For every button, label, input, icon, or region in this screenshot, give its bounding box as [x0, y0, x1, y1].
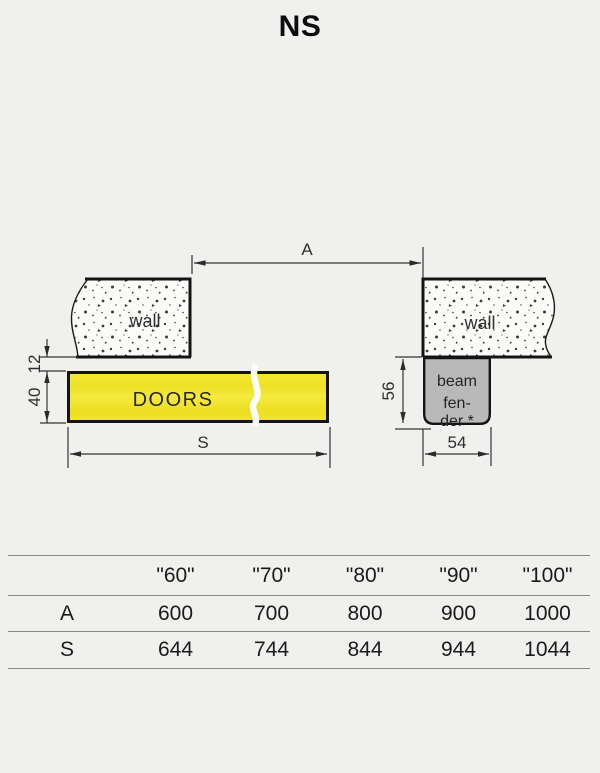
left-wall [71, 278, 191, 358]
table-cell: 1044 [524, 638, 571, 661]
table-header-100: "100" [522, 563, 573, 587]
table-cell: 844 [347, 638, 383, 661]
table-row-s [8, 631, 590, 669]
right-wall [423, 278, 554, 358]
doors [69, 365, 328, 426]
table-cell: 944 [440, 638, 477, 661]
dimension-a-label: A [301, 240, 313, 259]
beam-fender [424, 358, 490, 430]
dimension-54-label: 54 [447, 433, 467, 452]
beam-fender-label-line3: der * [440, 413, 474, 430]
table-row-a [8, 595, 590, 631]
table-header-70: "70" [252, 563, 291, 587]
table-cell: 644 [157, 638, 194, 661]
beam-fender-label-line2: fen- [443, 395, 471, 412]
table-cell: 744 [253, 638, 290, 661]
beam-fender-label-line1: beam [436, 373, 478, 390]
table-header-row [8, 555, 590, 595]
table-header-90: "90" [439, 563, 478, 587]
row-label-a: A [59, 601, 74, 625]
dimension-12-label: 12 [25, 354, 44, 374]
right-wall-label: wall [464, 313, 496, 333]
dimension-40-label: 40 [25, 387, 44, 407]
table-cell: 600 [157, 601, 194, 625]
row-label-s: S [59, 638, 74, 661]
doors-label: DOORS [132, 389, 214, 411]
table-cell: 700 [253, 601, 290, 625]
table-header-60: "60" [156, 563, 195, 587]
table-header-80: "80" [345, 563, 385, 587]
table-cell: 1000 [524, 601, 571, 625]
table-cell: 800 [347, 601, 383, 625]
size-table [8, 555, 590, 669]
dimension-56-label: 56 [379, 381, 398, 401]
technical-diagram [0, 95, 600, 480]
dimension-s-label: S [197, 433, 209, 452]
table-cell: 900 [440, 601, 477, 625]
table-corner-cell [8, 556, 126, 595]
page-title: NS [278, 10, 322, 43]
left-wall-label: wall [129, 311, 161, 331]
